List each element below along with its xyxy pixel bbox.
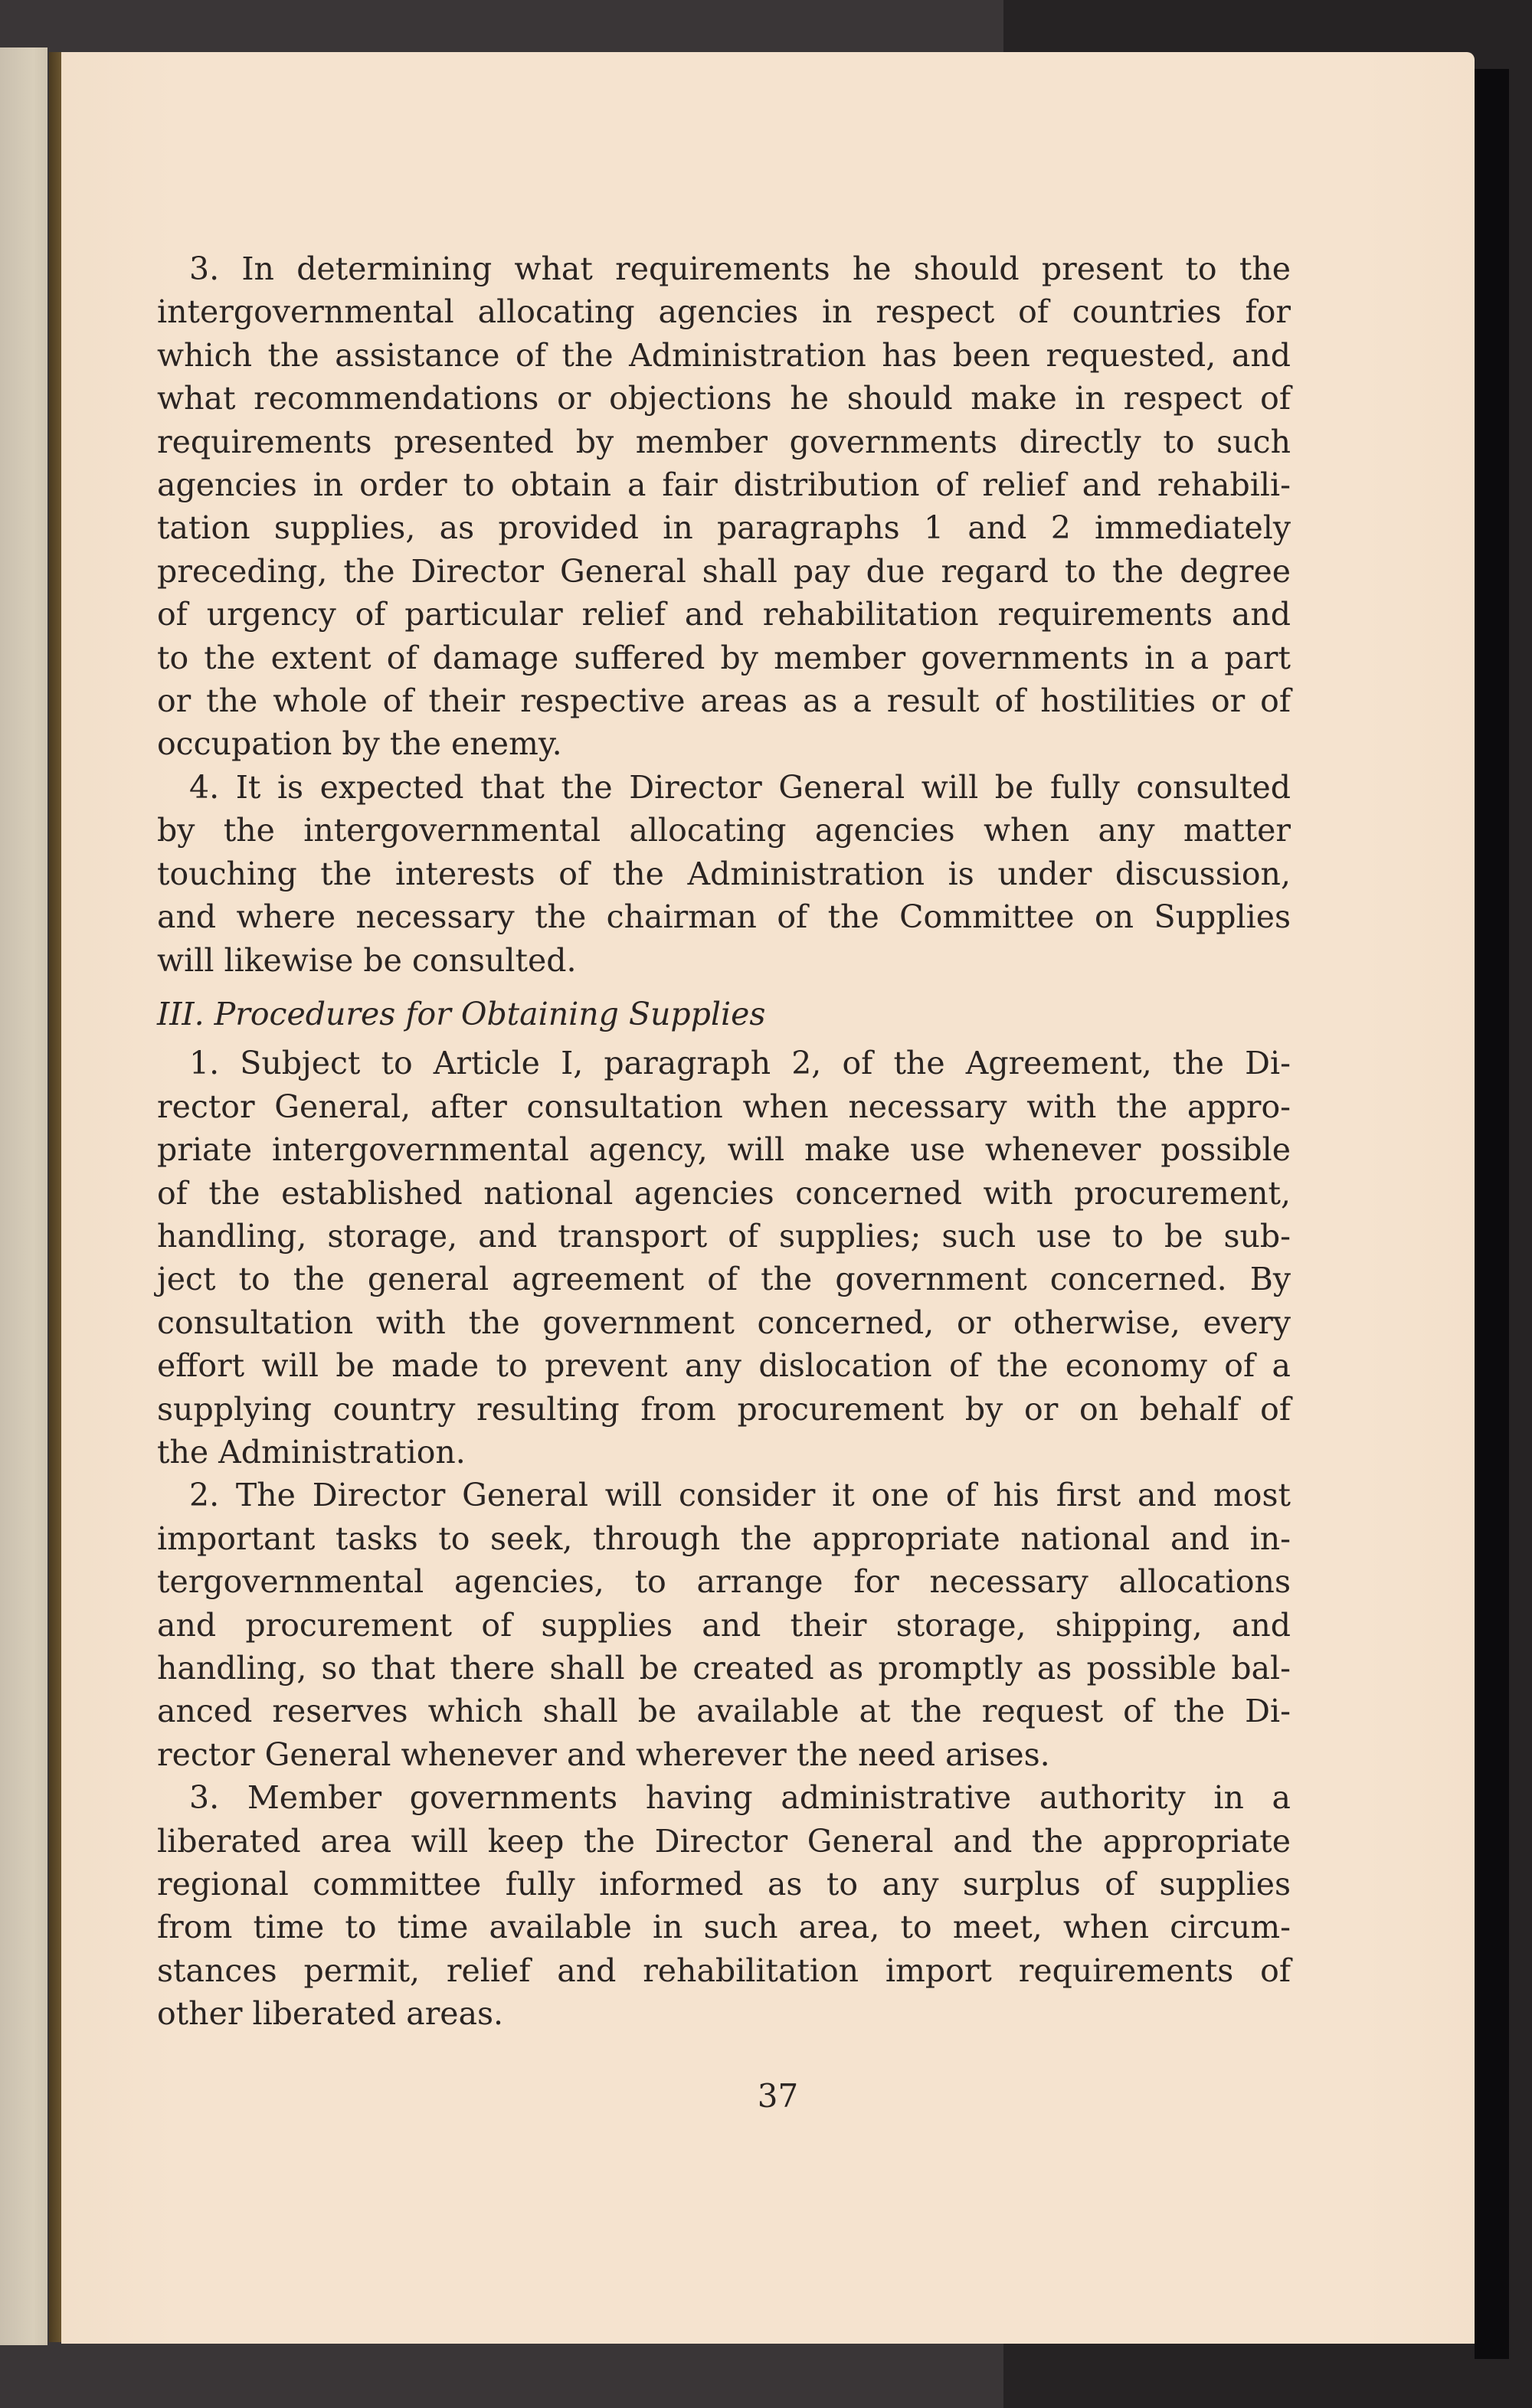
text-line: occupation by the enemy.: [157, 725, 562, 763]
text-line: will likewise be consulted.: [157, 941, 577, 979]
text-line: supplying country resulting from procurement by or on behalf of: [157, 1390, 1291, 1428]
text-line: 4. It is expected that the Director General will be fully consulted: [189, 768, 1291, 806]
book-page: [61, 52, 1475, 2344]
page-body: [157, 247, 1291, 2036]
text-line: which the assistance of the Administration has been requested, and: [157, 336, 1291, 374]
book-spine-shadow: [49, 52, 61, 2342]
text-line: by the intergovernmental allocating agencies when any matter: [157, 812, 1291, 849]
text-line: of the established national agencies concerned with procurement,: [157, 1174, 1291, 1212]
text-line: tergovernmental agencies, to arrange for necessary allocations: [157, 1563, 1291, 1601]
text-line: rector General whenever and wherever the need arises.: [157, 1736, 1050, 1773]
text-line: 2. The Director General will consider it one of his first and most: [189, 1477, 1291, 1514]
page-edge-shadow: [1475, 69, 1509, 2359]
text-line: and where necessary the chairman of the Committee on Supplies: [157, 898, 1291, 936]
facing-page-edge: [0, 47, 47, 2345]
text-line: other liberated areas.: [157, 1995, 504, 2033]
text-line: 3. In determining what requirements he should present to the: [189, 250, 1291, 287]
paragraph-3: [157, 247, 1291, 766]
text-line: the Administration.: [157, 1433, 466, 1471]
page-number: 37: [757, 2077, 799, 2115]
text-line: what recommendations or objections he should make in respect of: [157, 380, 1291, 417]
text-line: handling, storage, and transport of supplies; such use to be sub-: [157, 1217, 1291, 1255]
text-line: stances permit, relief and rehabilitation import requirements of: [157, 1952, 1291, 1989]
text-line: intergovernmental allocating agencies in respect of countries for: [157, 293, 1291, 331]
text-line: consultation with the government concerned, or otherwise, every: [157, 1304, 1291, 1341]
text-line: touching the interests of the Administration is under discussion,: [157, 855, 1291, 892]
text-line: 1. Subject to Article I, paragraph 2, of the Agreement, the Di-: [189, 1045, 1291, 1082]
text-line: or the whole of their respective areas as a result of hostilities or of: [157, 682, 1291, 720]
text-line: liberated area will keep the Director General and the appropriate: [157, 1822, 1291, 1860]
text-line: 3. Member governments having administrative authority in a: [189, 1779, 1291, 1817]
text-line: effort will be made to prevent any dislocation of the economy of a: [157, 1347, 1291, 1385]
text-line: ject to the general agreement of the government concerned. By: [157, 1261, 1291, 1298]
text-line: regional committee fully informed as to any surplus of supplies: [157, 1866, 1291, 1903]
text-line: anced reserves which shall be available at the request of the Di-: [157, 1693, 1291, 1730]
text-line: important tasks to seek, through the appropriate national and in-: [157, 1520, 1291, 1557]
text-line: requirements presented by member governments directly to such: [157, 423, 1291, 460]
text-line: to the extent of damage suffered by member governments in a part: [157, 639, 1291, 676]
section-heading: III. Procedures for Obtaining Supplies: [157, 995, 766, 1032]
text-line: priate intergovernmental agency, will make use whenever possible: [157, 1131, 1291, 1169]
paragraph-4: [157, 766, 1291, 982]
text-line: of urgency of particular relief and rehabilitation requirements and: [157, 596, 1291, 633]
text-line: agencies in order to obtain a fair distribution of relief and rehabili-: [157, 466, 1291, 504]
section-paragraph-3: [157, 1776, 1291, 2035]
text-line: preceding, the Director General shall pay due regard to the degree: [157, 552, 1291, 590]
text-line: from time to time available in such area, to meet, when circum-: [157, 1909, 1291, 1946]
text-line: tation supplies, as provided in paragraphs 1 and 2 immediately: [157, 509, 1291, 547]
text-line: handling, so that there shall be created as promptly as possible bal-: [157, 1650, 1291, 1687]
text-line: rector General, after consultation when necessary with the appro-: [157, 1088, 1291, 1125]
section-paragraph-2: [157, 1474, 1291, 1776]
text-line: and procurement of supplies and their storage, shipping, and: [157, 1606, 1291, 1644]
section-paragraph-1: [157, 1042, 1291, 1474]
